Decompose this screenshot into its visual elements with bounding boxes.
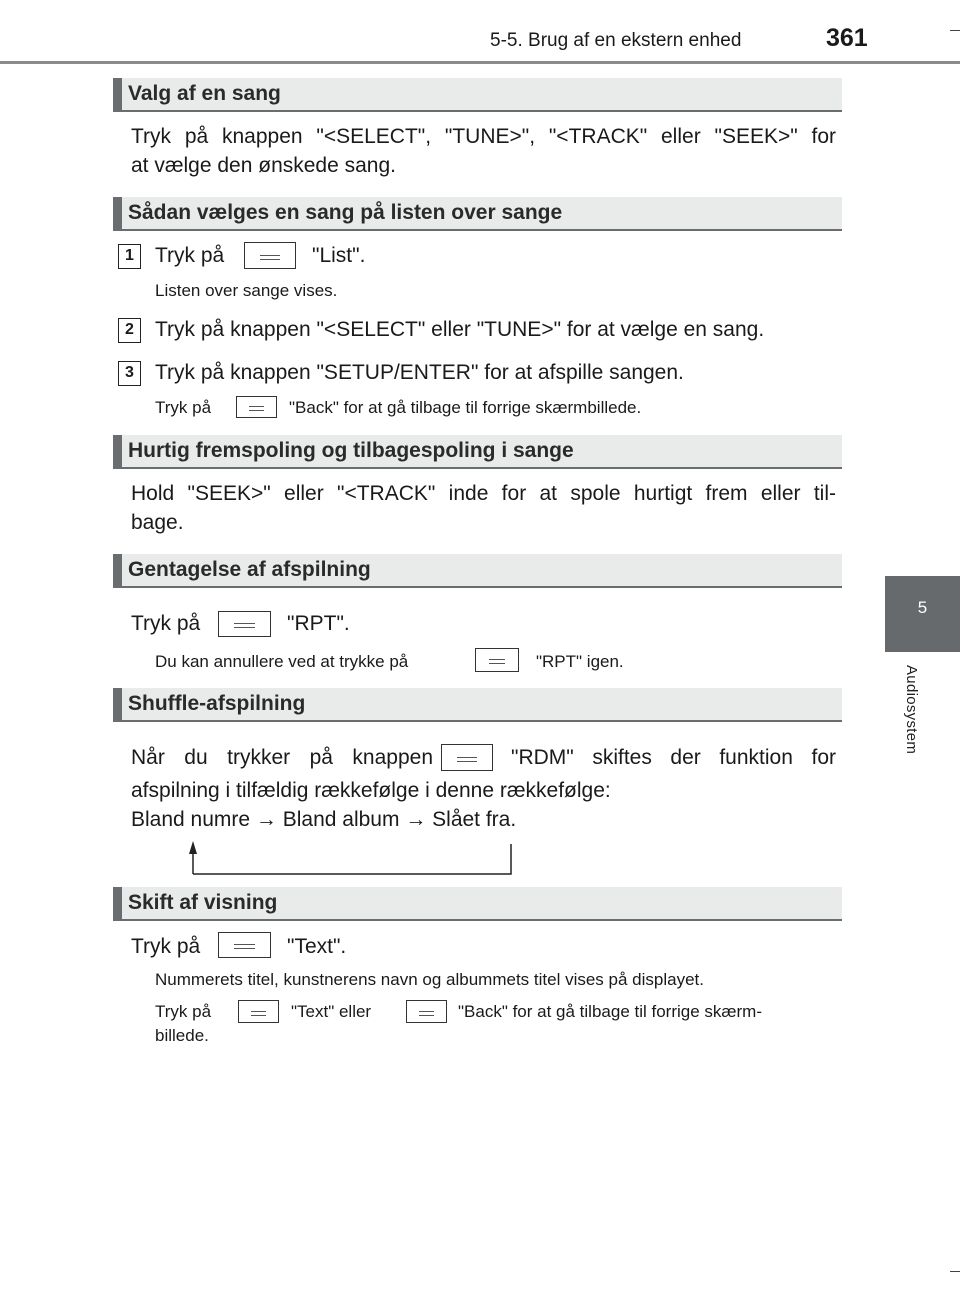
step3-text: Tryk på knappen "SETUP/ENTER" for at afspille sangen. — [155, 361, 684, 384]
section-heading-song-list: Sådan vælges en sang på listen over sange — [113, 197, 842, 231]
repeat-text-b: "RPT". — [287, 612, 350, 635]
display-note2-b: "Text" eller — [291, 1002, 372, 1021]
back-button-icon — [236, 396, 277, 418]
step1-note: Listen over sange vises. — [155, 281, 338, 300]
display-note2-c: "Back" for at gå tilbage til forrige skærm- — [458, 1002, 763, 1021]
crop-mark — [950, 30, 960, 31]
paragraph-fast-forward-line1: Hold "SEEK>" eller "<TRACK" inde for at spole hurtigt frem eller til- — [131, 482, 836, 505]
shuffle-line3: Bland numre → Bland album → Slået fra. — [131, 808, 517, 831]
paragraph-select-song-line2: at vælge den ønskede sang. — [131, 154, 397, 177]
step-number-3: 3 — [118, 361, 141, 386]
paragraph-fast-forward-line2: bage. — [131, 511, 184, 534]
step-number-1: 1 — [118, 244, 141, 269]
paragraph-select-song-line1: Tryk på knappen "<SELECT", "TUNE>", "<TRACK" eller "SEEK>" for — [131, 125, 836, 148]
repeat-text-a: Tryk på — [131, 612, 201, 635]
rdm-button-icon — [441, 744, 493, 771]
display-note2-a: Tryk på — [155, 1002, 212, 1021]
text-button-icon — [218, 932, 271, 958]
shuffle-line1-a: Når du trykker på knappen — [131, 746, 433, 769]
step2-text: Tryk på knappen "<SELECT" eller "TUNE>" for at vælge en sang. — [155, 318, 765, 341]
repeat-note-a: Du kan annullere ved at trykke på — [155, 652, 409, 671]
chapter-label: Audiosystem — [903, 665, 920, 755]
repeat-note-b: "RPT" igen. — [536, 652, 624, 671]
list-button-icon — [244, 242, 296, 269]
section-heading-fast-forward: Hurtig fremspoling og tilbagespoling i sange — [113, 435, 842, 469]
page-number: 361 — [826, 24, 868, 52]
section-heading-select-song: Valg af en sang — [113, 78, 842, 112]
rpt-button-icon — [218, 611, 271, 637]
step-number-2: 2 — [118, 318, 141, 343]
display-text-b: "Text". — [287, 935, 347, 958]
section-heading-shuffle: Shuffle-afspilning — [113, 688, 842, 722]
step3-note-a: Tryk på — [155, 398, 212, 417]
chapter-number: 5 — [917, 598, 928, 617]
section-heading-repeat: Gentagelse af afspilning — [113, 554, 842, 588]
rpt-button-icon-note — [475, 648, 519, 672]
shuffle-line1-b: "RDM" skiftes der funktion for — [511, 746, 836, 769]
back-button-icon-note — [406, 1000, 447, 1023]
running-header-section: 5-5. Brug af en ekstern enhed — [490, 30, 742, 51]
section-heading-display: Skift af visning — [113, 887, 842, 921]
display-text-a: Tryk på — [131, 935, 201, 958]
display-note2-d: billede. — [155, 1026, 209, 1045]
step3-note-b: "Back" for at gå tilbage til forrige skærmbillede. — [289, 398, 642, 417]
cycle-return-arrow — [185, 838, 525, 880]
step1-text-b: "List". — [312, 244, 366, 267]
text-button-icon-note — [238, 1000, 279, 1023]
display-note1: Nummerets titel, kunstnerens navn og albummets titel vises på displayet. — [155, 970, 704, 989]
crop-mark — [950, 1271, 960, 1272]
header-rule — [0, 61, 960, 64]
shuffle-line2: afspilning i tilfældig rækkefølge i denne rækkefølge: — [131, 779, 611, 802]
step1-text-a: Tryk på — [155, 244, 225, 267]
